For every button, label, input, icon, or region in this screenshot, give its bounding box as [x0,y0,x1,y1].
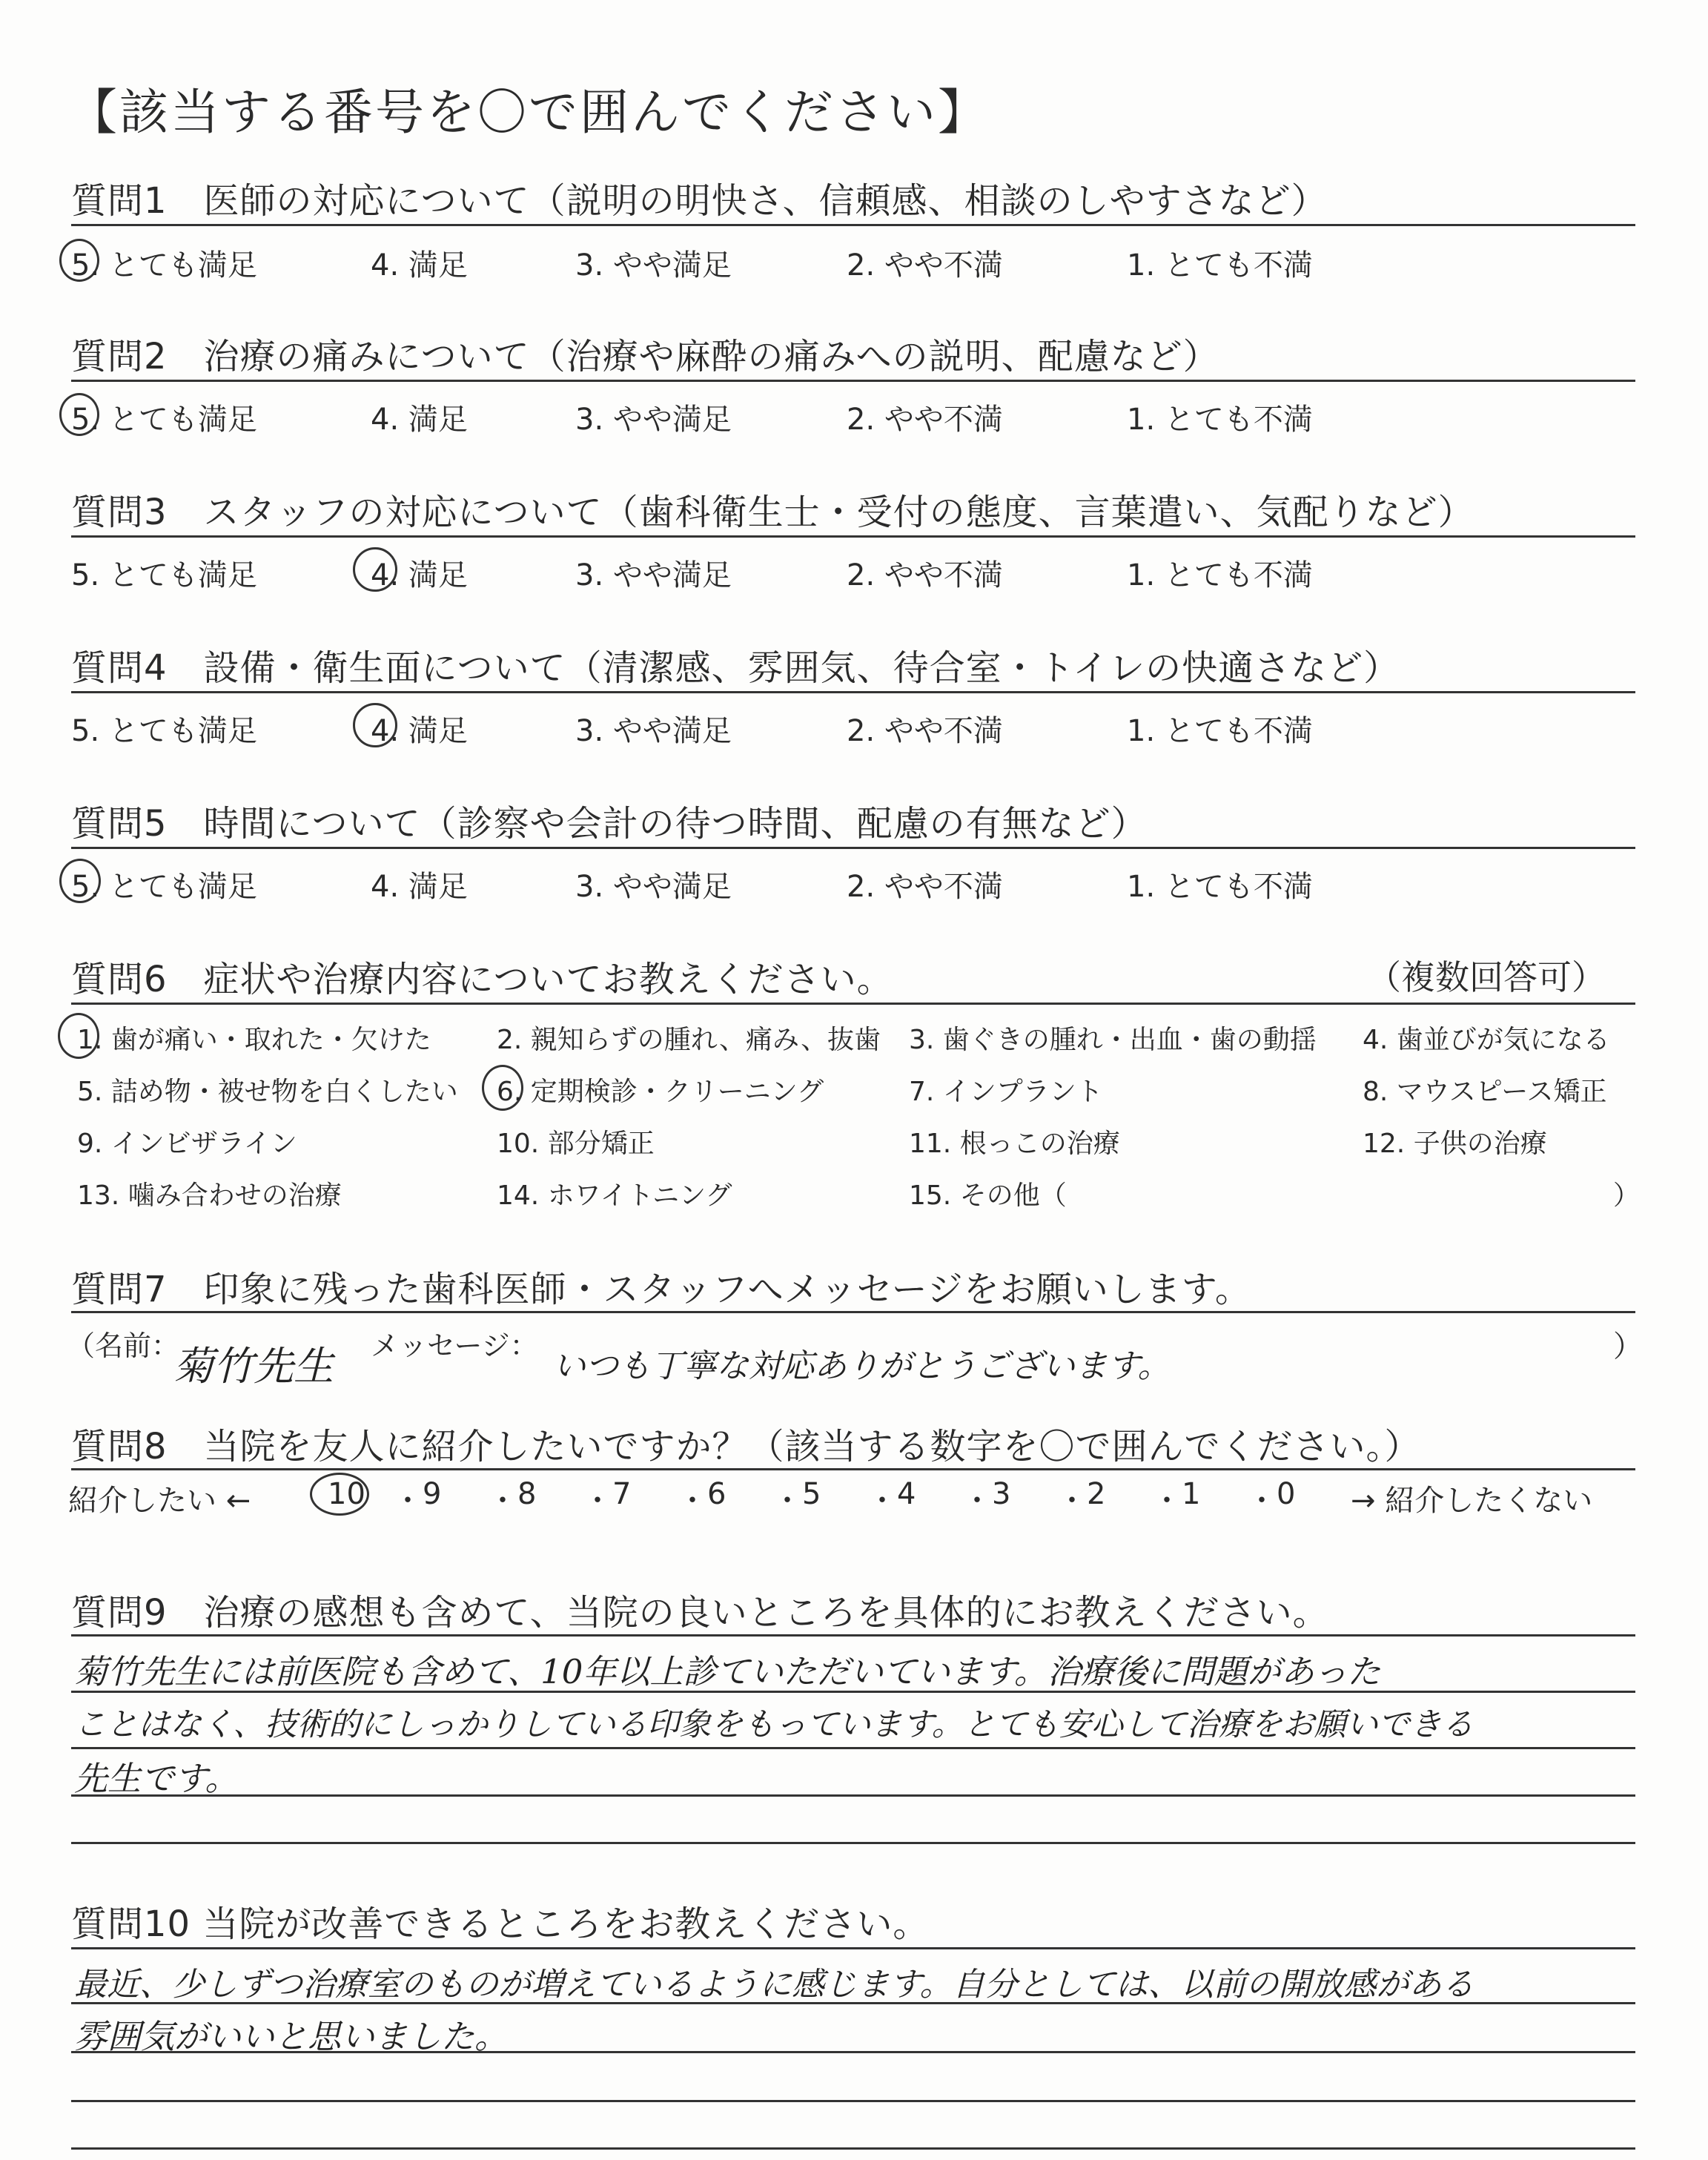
scale-separator-dot: ・ [1057,1484,1087,1518]
scale-separator-dot: ・ [1152,1484,1182,1518]
q9-line-3 [71,1747,1635,1749]
q9-line-5 [71,1842,1635,1844]
q2-option-2[interactable]: 2. やや不満 [847,403,1003,437]
q9-line-1 [71,1634,1635,1636]
q5-option-3[interactable]: 3. やや満足 [575,870,732,904]
q1-option-4[interactable]: 4. 満足 [371,248,468,283]
recommend-score-5[interactable]: 5 [802,1477,821,1511]
q3-option-4[interactable]: 4. 満足 [371,558,468,592]
q5-option-2[interactable]: 2. やや不満 [847,870,1003,904]
q10-line-4 [71,2100,1635,2102]
question-2-title: 質問2 治療の痛みについて（治療や麻酔の痛みへの説明、配慮など） [71,336,1219,377]
q6-option-12[interactable]: 12. 子供の治療 [1363,1129,1547,1159]
q10-line-1 [71,1947,1635,1949]
q6-option-15[interactable]: 15. その他（ [909,1180,1067,1211]
scale-separator-dot: ・ [583,1484,612,1518]
recommend-score-7[interactable]: 7 [612,1477,632,1511]
scale-separator-dot: ・ [488,1484,517,1518]
question-3-rule [71,535,1635,538]
q6-option-9[interactable]: 9. インビザライン [77,1129,297,1159]
q5-option-5[interactable]: 5. とても満足 [71,870,257,904]
question-7-title: 質問7 印象に残った歯科医師・スタッフへメッセージをお願いします。 [71,1269,1251,1310]
q2-option-1[interactable]: 1. とても不満 [1127,403,1313,437]
q9-answer-line-2: ことはなく、技術的にしっかりしている印象をもっています。とても安心して治療をお願いできる [74,1706,1474,1743]
question-1-rule [71,224,1635,226]
question-8-title: 質問8 当院を友人に紹介したいですか？（該当する数字を〇で囲んでください。） [71,1426,1421,1467]
message-handwritten: いつも丁寧な対応ありがとうございます。 [553,1347,1171,1385]
q6-option-5[interactable]: 5. 詰め物・被せ物を白くしたい [77,1077,458,1107]
form-title: 【該当する番号を〇で囲んでください】 [68,84,989,141]
question-10-title: 質問10 当院が改善できるところをお教えください。 [71,1903,930,1945]
q9-answer-line-3: 先生です。 [74,1759,239,1798]
q3-option-5[interactable]: 5. とても満足 [71,558,257,592]
q2-option-3[interactable]: 3. やや満足 [575,403,732,437]
question-5-rule [71,847,1635,849]
recommend-score-3[interactable]: 3 [992,1477,1011,1511]
recommend-score-4[interactable]: 4 [897,1477,916,1511]
q6-option-8[interactable]: 8. マウスピース矯正 [1363,1077,1607,1107]
q6-option-6[interactable]: 6. 定期検診・クリーニング [497,1077,824,1107]
q9-line-4 [71,1794,1635,1797]
q6-option-7[interactable]: 7. インプラント [909,1077,1103,1107]
recommend-score-9[interactable]: 9 [423,1477,442,1511]
question-8-rule [71,1468,1635,1470]
q6-option-1[interactable]: 1. 歯が痛い・取れた・欠けた [77,1025,431,1055]
q5-option-1[interactable]: 1. とても不満 [1127,870,1313,904]
q4-option-2[interactable]: 2. やや不満 [847,714,1003,748]
q6-option-10[interactable]: 10. 部分矯正 [497,1129,655,1159]
q4-option-4[interactable]: 4. 満足 [371,714,468,748]
q2-option-5[interactable]: 5. とても満足 [71,403,257,437]
q3-option-3[interactable]: 3. やや満足 [575,558,732,592]
q10-answer-line-1: 最近、少しずつ治療室のものが増えているように感じます。自分としては、以前の開放感がある [74,1966,1474,2004]
question-6-title: 質問6 症状や治療内容についてお教えください。 [71,959,893,1000]
q1-option-1[interactable]: 1. とても不満 [1127,248,1313,283]
question-6-rule [71,1003,1635,1005]
q3-option-2[interactable]: 2. やや不満 [847,558,1003,592]
q6-option-2[interactable]: 2. 親知らずの腫れ、痛み、抜歯 [497,1025,881,1055]
recommend-score-10[interactable]: 10 [328,1477,365,1511]
question-5-title: 質問5 時間について（診察や会計の待つ時間、配慮の有無など） [71,803,1148,845]
q5-option-4[interactable]: 4. 満足 [371,870,468,904]
question-3-title: 質問3 スタッフの対応について（歯科衛生士・受付の態度、言葉遣い、気配りなど） [71,492,1474,533]
q6-option-3[interactable]: 3. 歯ぐきの腫れ・出血・歯の動揺 [909,1025,1317,1055]
q2-option-4[interactable]: 4. 満足 [371,403,468,437]
q10-answer-line-2: 雰囲気がいいと思いました。 [74,2017,509,2056]
q4-option-3[interactable]: 3. やや満足 [575,714,732,748]
scale-separator-dot: ・ [867,1484,897,1518]
q3-option-1[interactable]: 1. とても不満 [1127,558,1313,592]
message-close-paren: ） [1613,1330,1643,1364]
recommend-left-label: 紹介したい ← [68,1484,251,1518]
recommend-score-6[interactable]: 6 [707,1477,726,1511]
q6-option-4[interactable]: 4. 歯並びが気になる [1363,1025,1610,1055]
scale-separator-dot: ・ [393,1484,423,1518]
recommend-score-1[interactable]: 1 [1182,1477,1201,1511]
question-1-title: 質問1 医師の対応について（説明の明快さ、信頼感、相談のしやすさなど） [71,180,1328,222]
name-handwritten: 菊竹先生 [173,1343,334,1390]
q6-option-11[interactable]: 11. 根っこの治療 [909,1129,1120,1159]
q6-option-13[interactable]: 13. 噛み合わせの治療 [77,1180,342,1211]
question-7-rule [71,1311,1635,1313]
q4-option-1[interactable]: 1. とても不満 [1127,714,1313,748]
q10-line-5 [71,2147,1635,2150]
message-label: メッセージ： [371,1330,538,1362]
recommend-right-label: → 紹介したくない [1351,1484,1593,1518]
q6-other-close-paren: ） [1613,1180,1641,1211]
scale-separator-dot: ・ [1247,1484,1277,1518]
question-4-title: 質問4 設備・衛生面について（清潔感、雰囲気、待合室・トイレの快適さなど） [71,647,1400,689]
q1-option-3[interactable]: 3. やや満足 [575,248,732,283]
scale-separator-dot: ・ [962,1484,992,1518]
question-4-rule [71,691,1635,693]
recommend-score-0[interactable]: 0 [1277,1477,1296,1511]
scale-separator-dot: ・ [772,1484,802,1518]
q6-option-14[interactable]: 14. ホワイトニング [497,1180,732,1211]
question-9-title: 質問9 治療の感想も含めて、当院の良いところを具体的にお教えください。 [71,1592,1329,1634]
question-2-rule [71,380,1635,382]
name-label: （名前： [67,1330,180,1362]
q4-option-5[interactable]: 5. とても満足 [71,714,257,748]
scale-separator-dot: ・ [678,1484,707,1518]
q9-answer-line-1: 菊竹先生には前医院も含めて、10年以上診ていただいています。治療後に問題があった [74,1652,1381,1691]
recommend-score-2[interactable]: 2 [1087,1477,1106,1511]
q1-option-2[interactable]: 2. やや不満 [847,248,1003,283]
q1-option-5[interactable]: 5. とても満足 [71,248,257,283]
multiple-answers-note: （複数回答可） [1367,957,1606,997]
recommend-score-8[interactable]: 8 [517,1477,537,1511]
